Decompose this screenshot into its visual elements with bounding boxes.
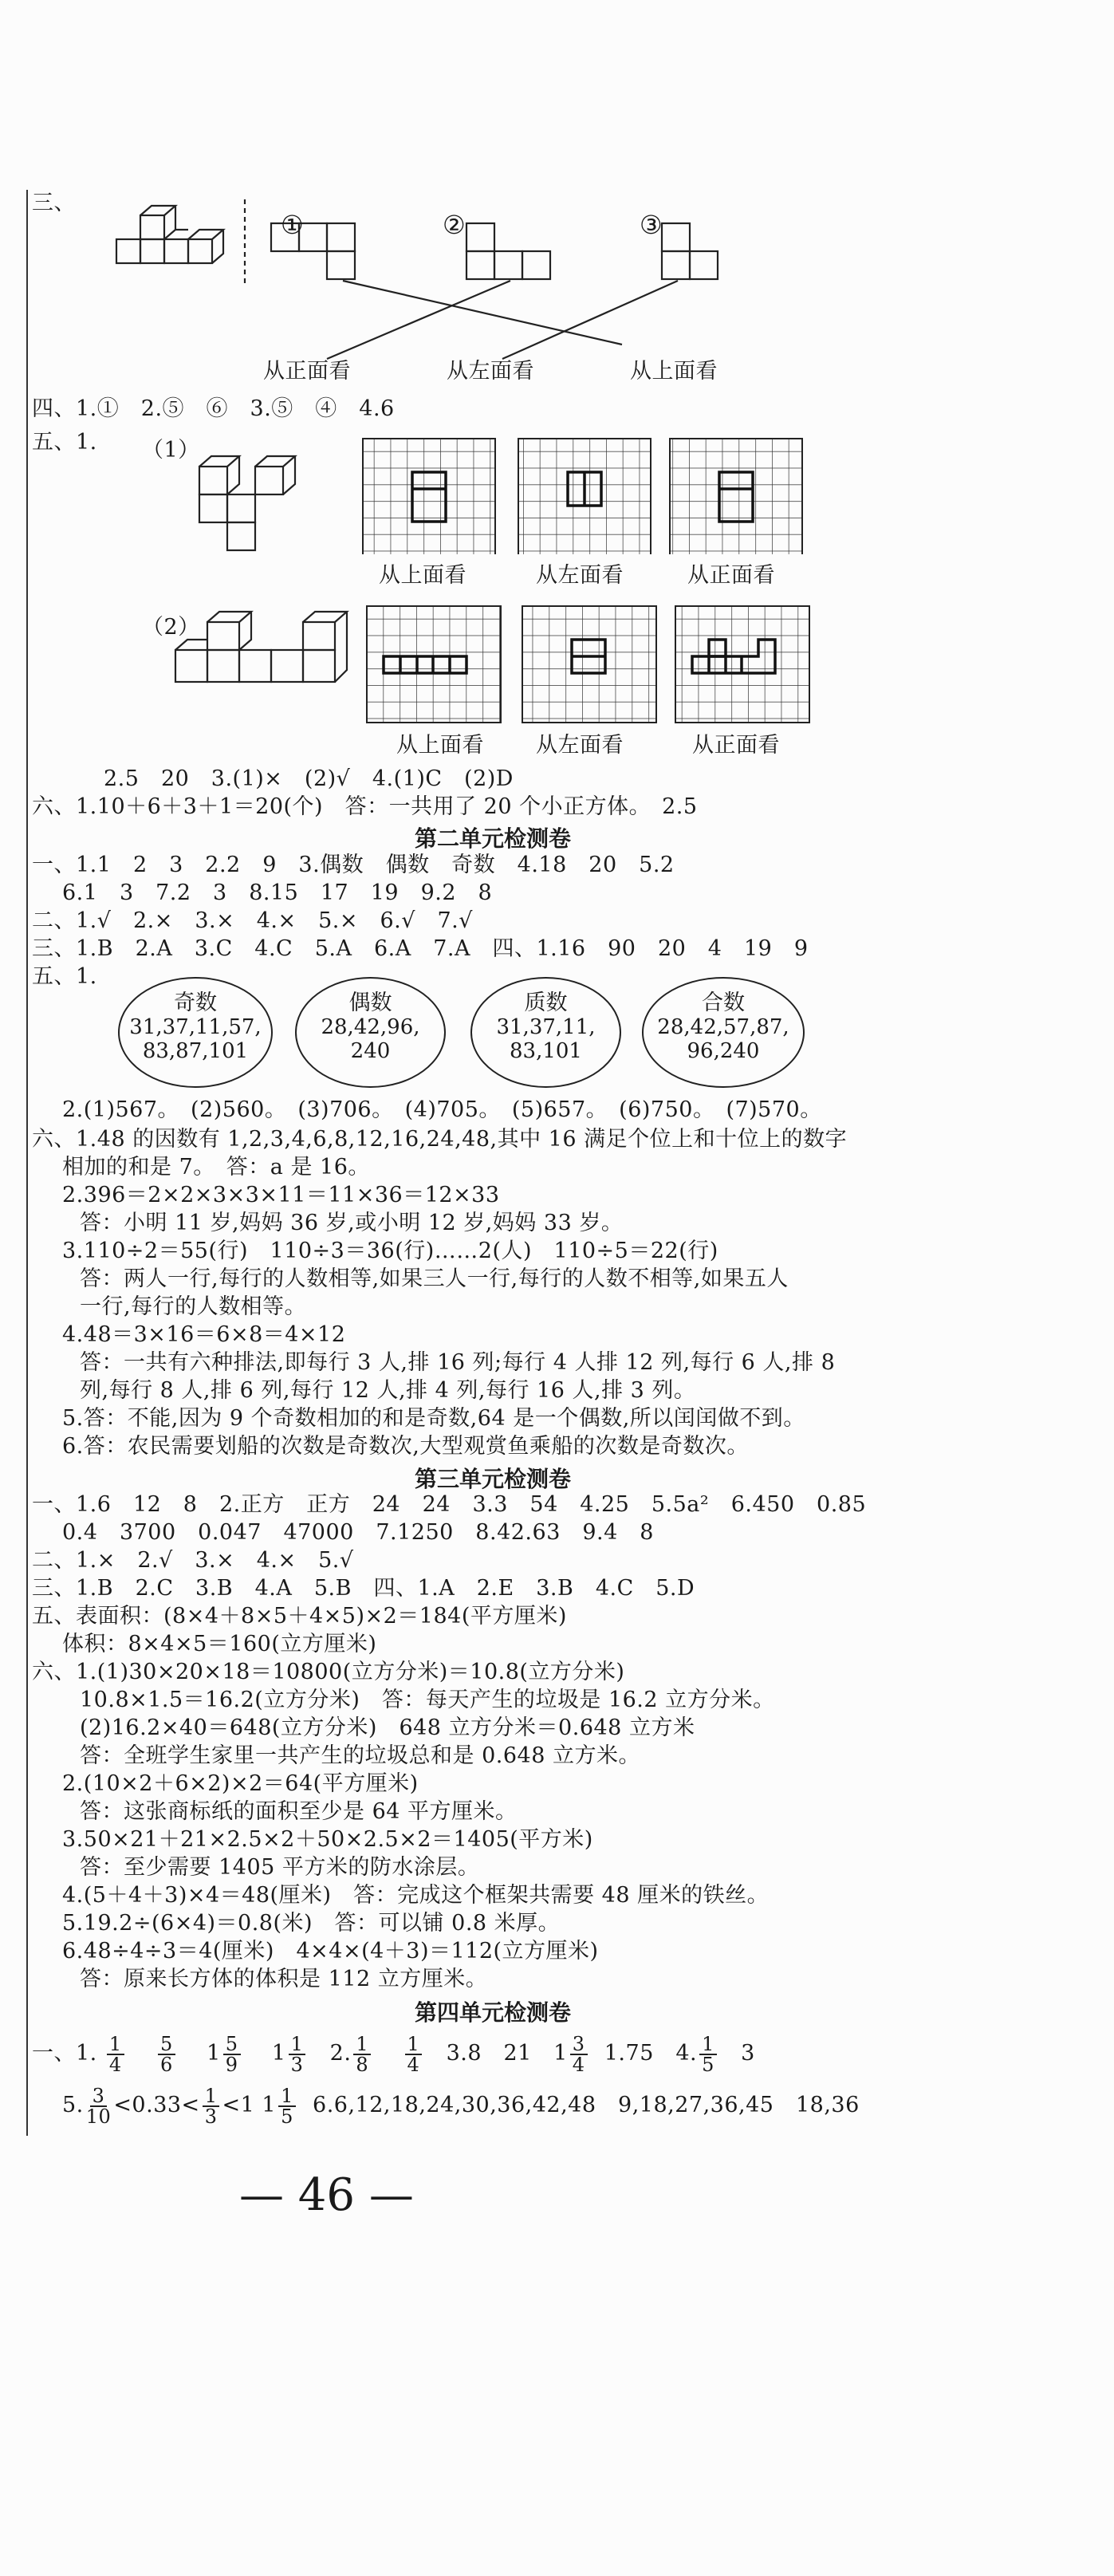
unit4-line2: [62, 2082, 860, 2129]
unit2-line17: 5.答：不能,因为 9 个奇数相加的和是奇数,64 是一个偶数,所以闰闰做不到。: [62, 1406, 805, 1431]
marker-1: ①: [281, 210, 305, 240]
oval-even-body: 28,42,96, 240: [321, 1015, 420, 1063]
sub1-view-front: 从正面看: [687, 563, 775, 588]
unit4-l1-mid1: 3.8 21: [446, 2041, 532, 2066]
grid-drawings-2: [167, 602, 813, 738]
unit2-line1: 一、1.1 2 3 2.2 9 3.偶数 偶数 奇数 4.18 20 5.2: [32, 853, 675, 877]
unit3-line2: 0.4 3700 0.047 47000 7.1250 8.42.63 9.4 8: [62, 1520, 654, 1545]
unit2-line8: 相加的和是 7。 答：a 是 16。: [62, 1155, 370, 1180]
unit2-line14: 4.48＝3×16＝6×8＝4×12: [62, 1322, 346, 1347]
grid-drawings-1: [191, 435, 813, 554]
fraction-c: $\frac{5}{9}$: [223, 2034, 241, 2074]
unit3-line17: 6.48÷4÷3＝4(厘米) 4×4×(4＋3)＝112(立方厘米): [62, 1939, 599, 1964]
marker-3: ③: [640, 210, 663, 240]
unit3-line11: 2.(10×2＋6×2)×2＝64(平方厘米): [62, 1771, 419, 1796]
unit3-line7: 六、1.(1)30×20×18＝10800(立方分米)＝10.8(立方分米): [32, 1660, 625, 1684]
unit3-line4: 三、1.B 2.C 3.B 4.A 5.B 四、1.A 2.E 3.B 4.C 5.D: [32, 1576, 695, 1601]
fraction-k: $\frac{1}{5}$: [278, 2086, 296, 2126]
unit3-line15: 4.(5＋4＋3)×4＝48(厘米) 答：完成这个框架共需要 48 厘米的铁丝。: [62, 1883, 770, 1908]
unit2-line15: 答：一共有六种排法,即每行 3 人,排 16 列;每行 4 人排 12 列,每行 6 人,排 8: [80, 1350, 836, 1375]
sub2-view-top: 从上面看: [396, 733, 484, 758]
part5-label: 五、1.: [32, 430, 97, 455]
unit4-l1-prefix: 一、1.: [32, 2041, 97, 2066]
unit2-line9: 2.396＝2×2×3×3×11＝11×36＝12×33: [62, 1183, 500, 1207]
oval-odd: [118, 977, 273, 1088]
unit2-line12: 答：两人一行,每行的人数相等,如果三人一行,每行的人数不相等,如果五人: [80, 1266, 789, 1291]
sub1-view-top: 从上面看: [379, 563, 466, 588]
unit3-line1: 一、1.6 12 8 2.正方 正方 24 24 3.3 54 4.25 5.5a² 6.450 0.85: [32, 1492, 867, 1517]
unit2-line6: 2.(1)567。 (2)560。 (3)706。 (4)705。 (5)657。 (6)750。 (7)570。: [62, 1097, 822, 1122]
oval-odd-title: 奇数: [174, 991, 217, 1015]
unit3-line8: 10.8×1.5＝16.2(立方分米) 答：每天产生的垃圾是 16.2 立方分米。: [80, 1688, 775, 1712]
unit2-line13: 一行,每行的人数相等。: [80, 1294, 307, 1319]
unit2-line10: 答：小明 11 岁,妈妈 36 岁,或小明 12 岁,妈妈 33 岁。: [80, 1211, 624, 1235]
sub2-view-left: 从左面看: [536, 733, 624, 758]
unit3-line18: 答：原来长方体的体积是 112 立方厘米。: [80, 1967, 488, 1991]
unit3-line14: 答：至少需要 1405 平方米的防水涂层。: [80, 1855, 480, 1880]
part4-answers: 四、1.① 2.⑤ ⑥ 3.⑤ ④ 4.6: [32, 396, 395, 421]
unit4-l2-mid: <0.33<: [113, 2093, 200, 2117]
unit3-line12: 答：这张商标纸的面积至少是 64 平方厘米。: [80, 1799, 518, 1824]
view-label-top: 从上面看: [630, 359, 718, 384]
part2-label: 2.: [329, 2041, 352, 2066]
fraction-i: $\frac{3}{10}$: [85, 2084, 112, 2128]
unit2-line7: 六、1.48 的因数有 1,2,3,4,6,8,12,16,24,48,其中 16 满足个位上和十位上的数字: [32, 1127, 848, 1152]
marker-2: ②: [443, 210, 466, 240]
unit2-line18: 6.答：农民需要划船的次数是奇数次,大型观赏鱼乘船的次数是奇数次。: [62, 1434, 749, 1459]
unit4-l2-mid2: <1: [222, 2093, 255, 2117]
fraction-a: $\frac{1}{4}$: [107, 2034, 124, 2074]
unit3-line13: 3.50×21＋21×2.5×2＋50×2.5×2＝1405(平方米): [62, 1827, 593, 1852]
unit4-l2-prefix: 5.: [62, 2093, 84, 2117]
unit4-l2-end: 6.6,12,18,24,30,36,42,48 9,18,27,36,45 18,36: [313, 2093, 860, 2117]
fraction-g: $\frac{3}{4}$: [570, 2034, 588, 2074]
unit3-title: 第三单元检测卷: [415, 1466, 572, 1492]
oval-prime-body: 31,37,11, 83,101: [496, 1015, 596, 1063]
margin-rule: [26, 190, 28, 2136]
unit3-line16: 5.19.2÷(6×4)＝0.8(米) 答：可以铺 0.8 米厚。: [62, 1911, 561, 1936]
fraction-b: $\frac{5}{6}$: [158, 2034, 175, 2074]
unit4-l1-mid2: 1.75 4.: [604, 2041, 698, 2066]
whole-d: 1: [271, 2041, 286, 2066]
unit4-line1: [32, 2030, 755, 2078]
part6-answer: 六、1.10＋6＋3＋1＝20(个) 答：一共用了 20 个小正方体。 2.5: [32, 794, 698, 819]
whole-g: 1: [553, 2041, 568, 2066]
view-label-left: 从左面看: [447, 359, 534, 384]
unit2-line4: 三、1.B 2.A 3.C 4.C 5.A 6.A 7.A 四、1.16 90 20 4 19 9: [32, 936, 809, 961]
oval-composite-body: 28,42,57,87, 96,240: [657, 1015, 789, 1063]
unit3-line5: 五、表面积：(8×4＋8×5＋4×5)×2＝184(平方厘米): [32, 1604, 567, 1629]
unit3-line10: 答：全班学生家里一共产生的垃圾总和是 0.648 立方米。: [80, 1743, 640, 1768]
part5-sub1: （1）: [142, 438, 200, 463]
unit2-line2: 6.1 3 7.2 3 8.15 17 19 9.2 8: [62, 880, 493, 905]
sub2-view-front: 从正面看: [692, 733, 780, 758]
whole-k: 1: [262, 2093, 277, 2117]
page-number: — 46 —: [239, 2169, 414, 2221]
unit3-line6: 体积：8×4×5＝160(立方厘米): [62, 1632, 377, 1656]
sub1-view-left: 从左面看: [536, 563, 624, 588]
oval-even: [295, 977, 446, 1088]
oval-odd-body: 31,37,11,57, 83,87,101: [129, 1015, 262, 1063]
oval-even-title: 偶数: [348, 991, 392, 1015]
unit2-line3: 二、1.√ 2.× 3.× 4.× 5.× 6.√ 7.√: [32, 908, 473, 933]
part5-line2: 2.5 20 3.(1)× (2)√ 4.(1)C (2)D: [104, 766, 514, 791]
oval-composite-title: 合数: [702, 991, 745, 1015]
fraction-d: $\frac{1}{3}$: [289, 2034, 306, 2074]
oval-prime-title: 质数: [524, 991, 568, 1015]
unit3-line3: 二、1.× 2.√ 3.× 4.× 5.√: [32, 1548, 354, 1573]
whole-c: 1: [207, 2041, 221, 2066]
unit2-line16: 列,每行 8 人,排 6 列,每行 12 人,排 4 列,每行 16 人,排 3 列。: [80, 1378, 696, 1403]
unit2-line5: 五、1.: [32, 964, 97, 989]
view-label-front: 从正面看: [263, 359, 351, 384]
unit4-title: 第四单元检测卷: [415, 1999, 572, 2026]
unit3-line9: (2)16.2×40＝648(立方分米) 648 立方分米＝0.648 立方米: [80, 1715, 695, 1740]
fraction-h: $\frac{1}{5}$: [699, 2034, 717, 2074]
fraction-e: $\frac{1}{8}$: [353, 2034, 371, 2074]
oval-composite: [642, 977, 805, 1088]
section-label-3: 三、: [32, 191, 76, 215]
fraction-f: $\frac{1}{4}$: [405, 2034, 423, 2074]
part5-sub2: （2）: [142, 615, 200, 640]
unit4-l1-end: 3: [741, 2041, 755, 2066]
oval-prime: [470, 977, 621, 1088]
unit2-line11: 3.110÷2＝55(行) 110÷3＝36(行)……2(人) 110÷5＝22(行): [62, 1239, 718, 1263]
fraction-j: $\frac{1}{3}$: [203, 2086, 220, 2126]
unit2-title: 第二单元检测卷: [415, 825, 572, 852]
